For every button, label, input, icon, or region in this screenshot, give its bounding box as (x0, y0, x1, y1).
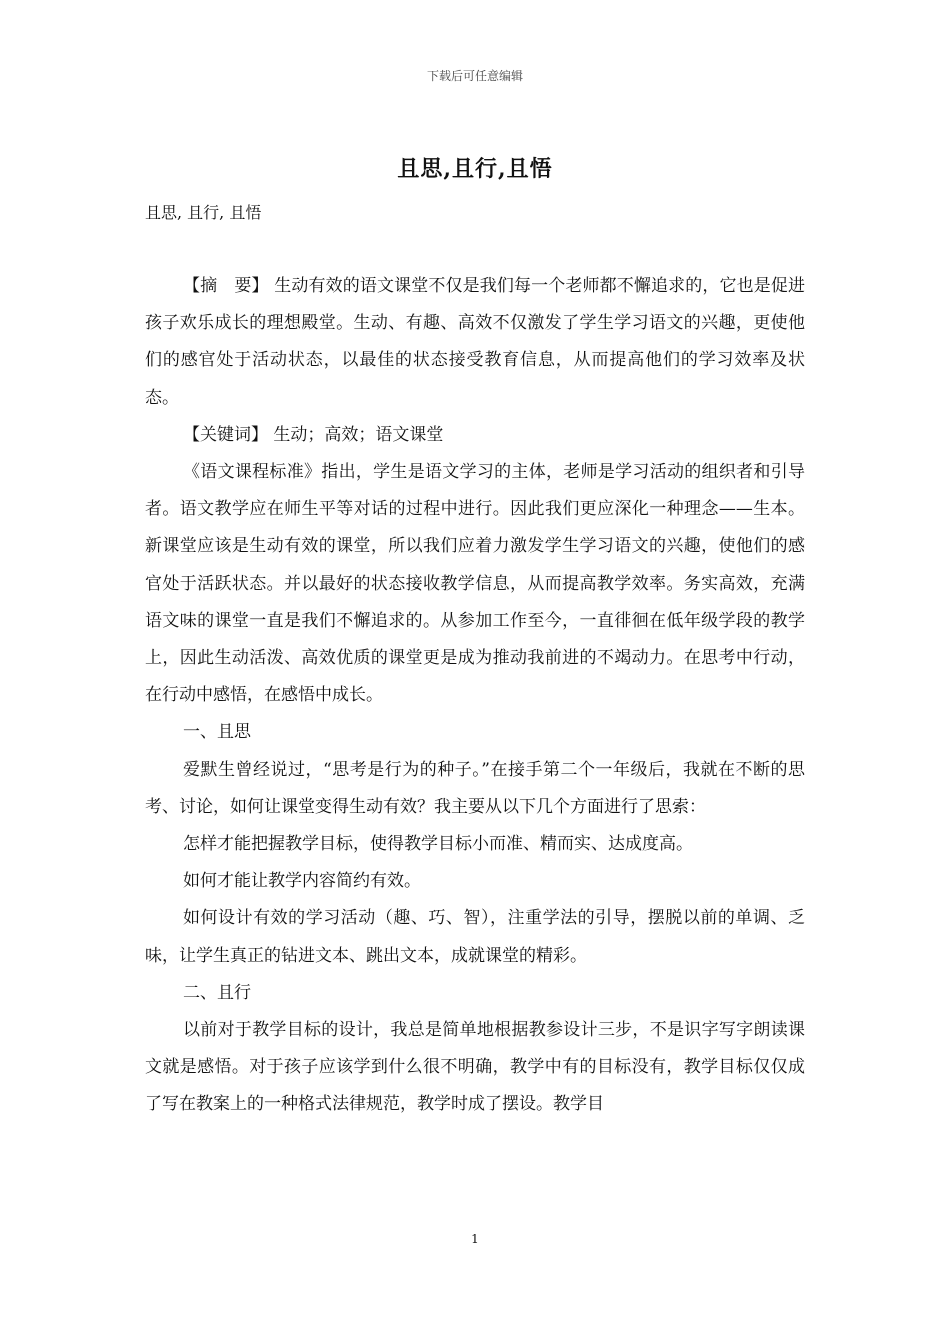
abstract-paragraph (145, 268, 805, 417)
page-number: 1 (471, 1232, 479, 1246)
paragraph: 如何才能让教学内容简约有效。 (183, 871, 421, 892)
paragraph: 以前对于教学目标的设计，我总是简单地根据教参设计三步，不是识字写字朗读课文就是感悟。对于孩子应该学到什么很不明确，教学中有的目标没有，教学目标仅仅成了写在教案上的一种格式法律规范，教学时成了摆设。教学目 (145, 1020, 805, 1115)
paragraph: 如何设计有效的学习活动（趣、巧、智），注重学法的引导，摆脱以前的单调、乏味，让学生真正的钻进文本、跳出文本，成就课堂的精彩。 (145, 908, 805, 966)
section-heading-2: 二、且行 (183, 982, 251, 1003)
paragraph: 怎样才能把握教学目标，使得教学目标小而准、精而实、达成度高。 (183, 834, 693, 855)
document-body (145, 268, 805, 1124)
abstract-label: 【摘 要】 (183, 276, 269, 296)
document-subtitle: 且思, 且行, 且悟 (145, 203, 262, 222)
document-title: 且思,且行,且悟 (397, 156, 553, 182)
intro-paragraph: 《语文课程标准》指出，学生是语文学习的主体，老师是学习活动的组织者和引导者。语文教学应在师生平等对话的过程中进行。因此我们更应深化一种理念——生本。新课堂应该是生动有效的课堂，所以我们应着力激发学生学习语文的兴趣，使他们的感官处于活跃状态。并以最好的状态接收教学信息，从而提高教学效率。务实高效，充满语文味的课堂一直是我们不懈追求的。从参加工作至今，一直徘徊在低年级学段的教学上，因此生动活泼、高效优质的课堂更是成为推动我前进的不竭动力。在思考中行动，在行动中感悟，在感悟中成长。 (145, 462, 805, 706)
keywords-text: 生动；高效；语文课堂 (273, 424, 444, 445)
keywords-paragraph (145, 417, 805, 454)
abstract-text: 生动有效的语文课堂不仅是我们每一个老师都不懈追求的，它也是促进孩子欢乐成长的理想殿堂。生动、有趣、高效不仅激发了学生学习语文的兴趣，更使他们的感官处于活动状态，以最佳的状态接受教育信息，从而提高他们的学习效率及状态。 (145, 276, 806, 408)
header-note: 下载后可任意编辑 (426, 69, 523, 83)
section-heading-1: 一、且思 (183, 722, 251, 743)
keywords-label: 【关键词】 (183, 424, 268, 445)
paragraph: 爱默生曾经说过，“思考是行为的种子。”在接手第二个一年级后，我就在不断的思考、讨论，如何让课堂变得生动有效？我主要从以下几个方面进行了思索： (145, 759, 805, 817)
